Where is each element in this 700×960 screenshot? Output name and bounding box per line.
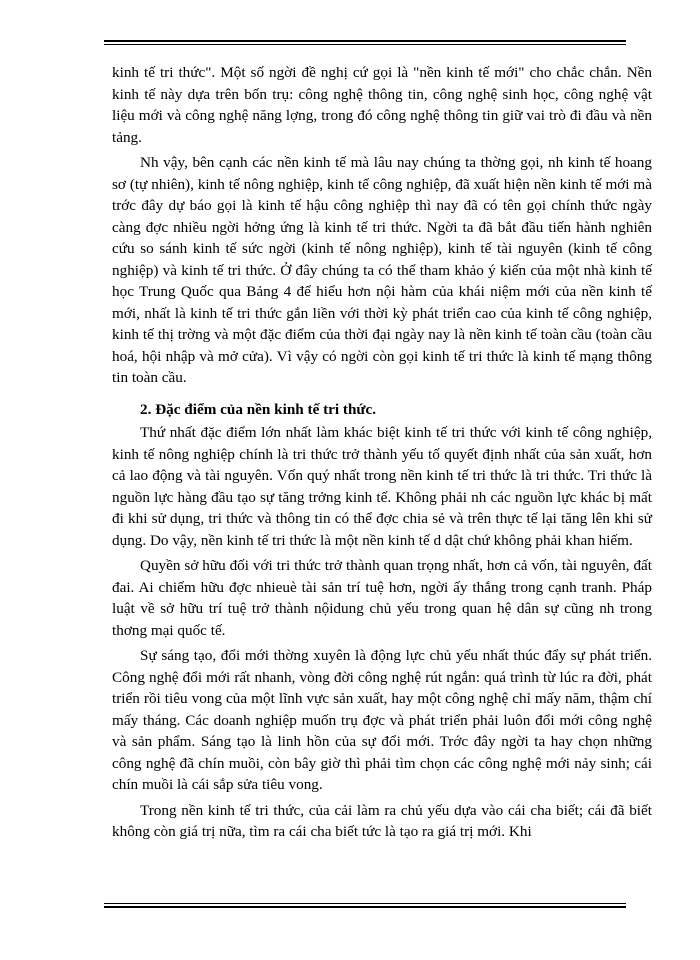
footer-rule (104, 906, 626, 908)
paragraph-4: Quyền sở hữu đối với tri thức trở thành quan trọng nhất, hơn cả vốn, tài nguyên, đất đai. Ai chiếm hữu đợc nhieuè tài sản trí tuệ hơn, ngời ấy thắng trong cạnh tranh. Pháp luật về sở hữu trí tuệ trở thành nộidung chủ yếu trong quan hệ dân sự cũng nh trong thơng mại quốc tế. (112, 557, 652, 639)
paragraph-1: kinh tế tri thức". Một số ngời đề nghị cứ gọi là "nền kinh tế mới" cho chắc chắn. Nền kinh tế này dựa trên bốn trụ: công nghệ thông tin, công nghệ sinh học, công nghệ vật liệu mới và công nghệ năng lợng, trong đó công nghệ thông tin giữ vai trò đi đầu và nền tảng. (112, 64, 652, 146)
document-body (112, 62, 652, 847)
footer-rule-thin (104, 903, 626, 904)
section-heading: 2. Đặc điểm của nền kinh tế tri thức. (140, 400, 377, 418)
paragraph-3: Thứ nhất đặc điểm lớn nhất làm khác biệt kinh tế tri thức với kinh tế công nghiệp, kinh tế nông nghiệp chính là tri thức trở thành yếu tố quyết định nhất của sản xuất, hơn cả lao động và tài nguyên. Vốn quý nhất trong nền kinh tế tri thức là tri thức. Tri thức là nguồn lực hàng đầu tạo sự tăng trởng kinh tế. Không phải nh các nguồn lực khác bị mất đi khi sử dụng, tri thức và thông tin có thể đợc chia sẻ và trên thực tế lại tăng lên khi sử dụng. Do vậy, nền kinh tế tri thức là một nền kinh tế d dật chứ không phải khan hiếm. (112, 424, 652, 549)
header-rule (104, 40, 626, 42)
paragraph-6: Trong nền kinh tế tri thức, của cải làm ra chủ yếu dựa vào cái cha biết; cái đã biết không còn giá trị nữa, tìm ra cái cha biết tức là tạo ra giá trị mới. Khi (112, 801, 652, 840)
paragraph-2: Nh vậy, bên cạnh các nền kinh tế mà lâu nay chúng ta thờng gọi, nh kinh tế hoang sơ (tự nhiên), kinh tế nông nghiệp, kinh tế công nghiệp, đã xuất hiện nền kinh tế mới mà trớc đây dự báo gọi là kinh tế hậu công nghiệp thì nay đã có tên gọi chính thức ngày càng đợc nhiều ngời hởng ứng là kinh tế tri thức. Ngời ta đã bắt đầu tiến hành nghiên cứu so sánh kinh tế sức ngời (kinh tế nông nghiệp), kinh tế tài nguyên (kinh tế công nghiệp) và kinh tế tri thức. Ở đây chúng ta có thể tham khảo ý kiến của một nhà kinh tế học Trung Quốc qua Bảng 4 để hiểu hơn nội hàm của khái niệm mới của nền kinh tế mới, nhất là kinh tế tri thức gắn liền với thời kỳ phát triển cao của kinh tế công nghiệp, kinh tế thị trờng và một đặc điểm của thời đại ngày nay là nền kinh tế toàn cầu (toàn cầu hoá, hội nhập và mở cửa). Vì vậy có ngời còn gọi kinh tế tri thức là kinh tế mạng thông tin toàn cầu. (112, 154, 652, 386)
header-rule-thin (104, 44, 626, 45)
paragraph-5: Sự sáng tạo, đổi mới thờng xuyên là động lực chủ yếu nhất thúc đẩy sự phát triển. Công nghệ đổi mới rất nhanh, vòng đời công nghệ rút ngắn: quá trình từ lúc ra đời, phát triển rồi tiêu vong của một lĩnh vực sản xuất, hay một công nghệ chỉ mấy năm, thậm chí mấy tháng. Các doanh nghiệp muốn trụ đợc và phát triển phải luôn đổi mới công nghệ và sản phẩm. Sáng tạo là linh hồn của sự đổi mới. Trớc đây ngời ta hay chọn những công nghệ đã chín muồi, còn bây giờ thì phải tìm chọn các công nghệ mới nảy sinh; cái chín muồi là cái sắp sửa tiêu vong. (112, 647, 652, 793)
